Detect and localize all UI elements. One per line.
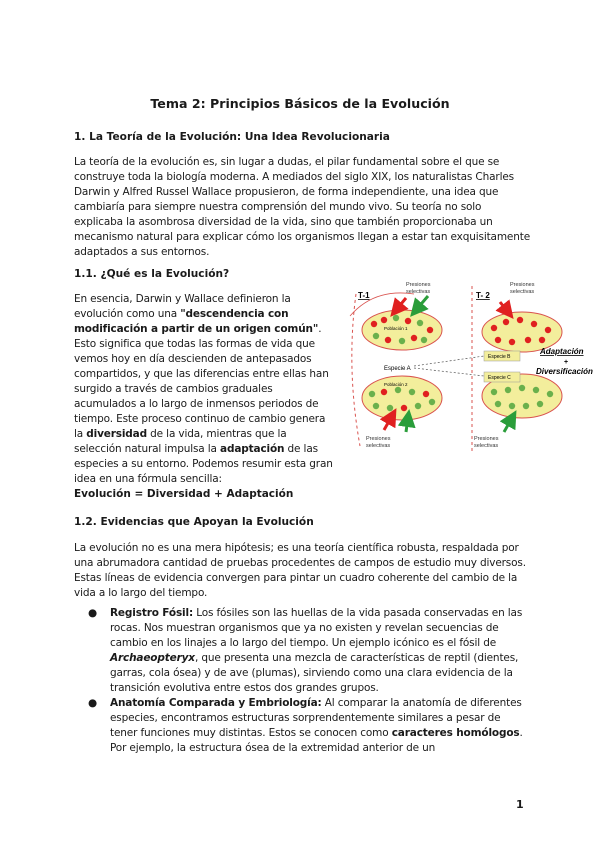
section-1-paragraph: La teoría de la evolución es, sin lugar a dudas, el pilar fundamental sobre el que se construye toda la biología moderna. A mediados del siglo XIX, los naturalistas Charles Darwin y Alfred Russel Wallace propusieron, de forma independiente, una idea que cambiaría para siempre nuestra comprensión del mundo vivo. Su teoría no solo explicaba la asombrosa diversidad de la vida, sino que también proporcionaba un mecanismo natural para explicar cómo los organismos llegan a estar tan exquisitamente adaptados a sus entornos.: [74, 156, 531, 258]
pressure-label: Presiones: [406, 282, 431, 288]
t2-label: T- 2: [476, 291, 490, 300]
green-arrow: [406, 418, 408, 432]
page-title: Tema 2: Principios Básicos de la Evolución: [150, 96, 450, 111]
pressure-label: Presiones: [474, 436, 499, 442]
emphasis-text: Archaeopteryx: [110, 652, 195, 664]
text-run: , que presenta una mezcla de características de reptil (dientes, garras, cola ósea) y de ave (plumas), sirviendo como una clara evidencia de la transición evolutiva entre estos dos grandes grupos.: [110, 652, 519, 694]
section-1-2-paragraph: La evolución no es una mera hipótesis; es una teoría científica robusta, respaldada por una abrumadora cantidad de pruebas procedentes de campos de estudio muy diversos. Estas líneas de evidencia convergen para pintar un cuadro coherente del cambio de la vida a lo largo del tiempo.: [74, 542, 526, 599]
text-run: Los fósiles son las huellas de la vida pasada conservadas en las rocas. Nos muestran organismos que ya no existen y revelan secuencias de cambio en los linajes a lo largo del tiempo. Un ejemplo icónico es el fósil de: [110, 607, 523, 649]
pressure-label: Presiones: [366, 436, 391, 442]
green-arrow: [416, 296, 428, 310]
page-number: 1: [516, 798, 524, 811]
list-item: [74, 606, 524, 696]
evolution-diagram: [344, 278, 598, 456]
species-c-label: Especie C: [488, 375, 511, 381]
plus-label: +: [564, 359, 569, 366]
species-b-label: Especie B: [488, 354, 511, 360]
green-arrow: [504, 418, 512, 432]
item-label: Anatomía Comparada y Embriología:: [110, 697, 322, 709]
text-run: En esencia, Darwin y Wallace definieron la evolución como una: [74, 293, 291, 320]
emphasis-text: "descendencia con modificación a partir de un origen común": [74, 308, 319, 335]
evidence-list: [74, 606, 524, 756]
section-1-heading: 1. La Teoría de la Evolución: Una Idea Revolucionaria: [74, 131, 390, 143]
connector-line: [414, 368, 484, 376]
emphasis-text: caracteres homólogos: [391, 727, 520, 739]
list-item: [74, 696, 524, 756]
emphasis-text: diversidad: [86, 428, 147, 440]
item-label: Registro Fósil:: [110, 607, 193, 619]
text-run: . Esto significa que todas las formas de vida que vemos hoy en día descienden de antepasados compartidos, y que las diferencias entre ellas han surgido a través de cambios graduales acumulados a lo largo de inmensos periodos de tiempo. Este proceso continuo de cambio genera la: [74, 323, 329, 440]
section-1-1-paragraph: [74, 292, 336, 487]
connector-line: [414, 356, 484, 366]
bullet: ●: [88, 697, 98, 709]
pressure-label: selectivas: [406, 289, 431, 295]
species-a-label: Especie A: [384, 366, 411, 372]
population-2-label: Población 2: [384, 382, 408, 387]
pressure-label: selectivas: [510, 289, 535, 295]
red-arrow: [396, 298, 406, 310]
pressure-label: selectivas: [366, 443, 391, 449]
pressure-label: Presiones: [510, 282, 535, 288]
section-1-1-heading: 1.1. ¿Qué es la Evolución?: [74, 268, 230, 280]
red-arrow: [500, 302, 508, 312]
adaptation-label: Adaptación: [540, 347, 584, 356]
emphasis-text: adaptación: [220, 443, 285, 455]
text-run: . Por ejemplo, la estructura ósea de la extremidad anterior de un: [110, 727, 523, 754]
evolution-formula: Evolución = Diversidad + Adaptación: [74, 488, 294, 500]
bullet: ●: [88, 607, 98, 619]
population-1-label: Población 1: [384, 326, 408, 331]
text-run: Al comparar la anatomía de diferentes especies, encontramos estructuras sorprendentemente similares a pesar de tener funciones muy distintas. Estos se conocen como: [110, 697, 522, 739]
pressure-label: selectivas: [474, 443, 499, 449]
diversification-label: Diversificación: [536, 367, 593, 376]
t1-label: T-1: [358, 291, 370, 300]
text-run: de las especies a su entorno. Podemos resumir esta gran idea en una fórmula sencilla:: [74, 443, 333, 485]
left-boundary: [352, 294, 360, 446]
section-1-2-heading: 1.2. Evidencias que Apoyan la Evolución: [74, 516, 314, 528]
text-run: de la vida, mientras que la selección natural impulsa la: [74, 428, 287, 455]
